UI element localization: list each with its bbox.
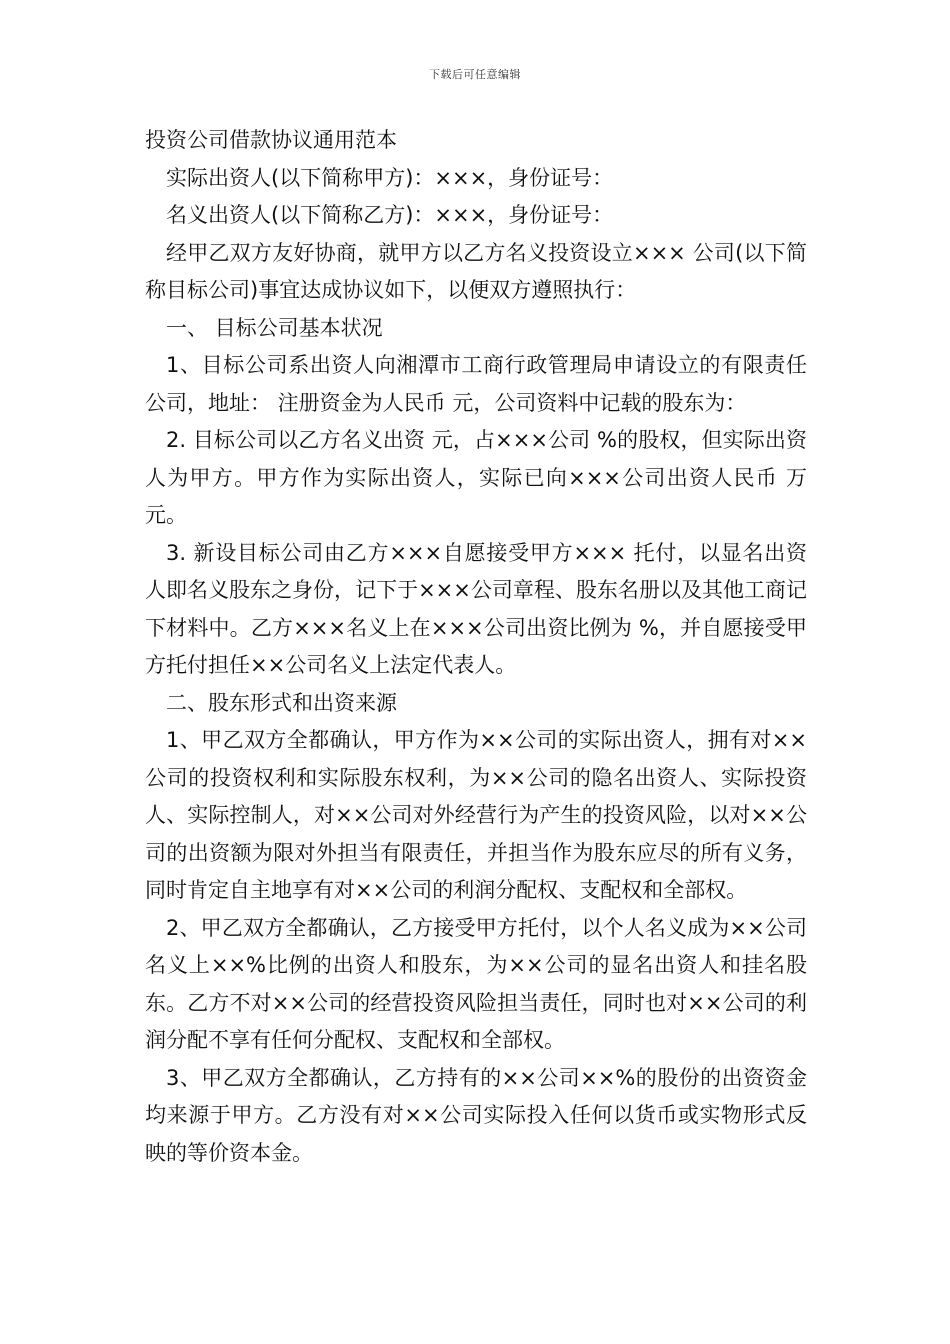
paragraph-1-2: 2. 目标公司以乙方名义出资 元，占×××公司 %的股权，但实际出资人为甲方。甲方作为实际出资人，实际已向×××公司出资人民币 万元。 xyxy=(145,428,807,527)
header-note: 下载后可任意编辑 xyxy=(429,68,521,81)
paragraph-2-3: 3、甲乙双方全都确认，乙方持有的××公司××%的股份的出资资金均来源于甲方。乙方没有对××公司实际投入任何以货币或实物形式反映的等价资本金。 xyxy=(145,1065,807,1165)
paragraph-1-1: 1、目标公司系出资人向湘潭市工商行政管理局申请设立的有限责任公司，地址： 注册资金为人民币 元，公司资料中记载的股东为： xyxy=(145,353,807,415)
section-heading-2: 二、股东形式和出资来源 xyxy=(166,690,397,715)
document-body xyxy=(145,122,807,1172)
paragraph-2-1: 1、甲乙双方全都确认，甲方作为××公司的实际出资人，拥有对××公司的投资权利和实际股东权利，为××公司的隐名出资人、实际投资人、实际控制人，对××公司对外经营行为产生的投资风险，以对××公司的出资额为限对外担当有限责任，并担当作为股东应尽的所有义务，同时肯定自主地享有对××公司的利润分配权、支配权和全部权。 xyxy=(145,728,807,902)
paragraph-nominal-investor: 名义出资人(以下简称乙方)：×××，身份证号： xyxy=(166,203,614,227)
paragraph-1-3: 3. 新设目标公司由乙方×××自愿接受甲方××× 托付，以显名出资人即名义股东之身份，记下于×××公司章程、股东名册以及其他工商记下材料中。乙方×××名义上在×××公司出资比例为 %，并自愿接受甲方托付担任××公司名义上法定代表人。 xyxy=(145,540,807,677)
paragraph-actual-investor: 实际出资人(以下简称甲方)：×××，身份证号： xyxy=(166,165,614,190)
document-title: 投资公司借款协议通用范本 xyxy=(145,128,397,152)
paragraph-2-2: 2、甲乙双方全都确认，乙方接受甲方托付，以个人名义成为××公司名义上××%比例的出资人和股东，为××公司的显名出资人和挂名股东。乙方不对××公司的经营投资风险担当责任，同时也对××公司的利润分配不享有任何分配权、支配权和全部权。 xyxy=(145,915,807,1052)
paragraph-preamble: 经甲乙双方友好协商，就甲方以乙方名义投资设立××× 公司(以下简称目标公司)事宜达成协议如下，以便双方遵照执行： xyxy=(145,240,807,302)
section-heading-1: 一、 目标公司基本状况 xyxy=(166,315,383,340)
